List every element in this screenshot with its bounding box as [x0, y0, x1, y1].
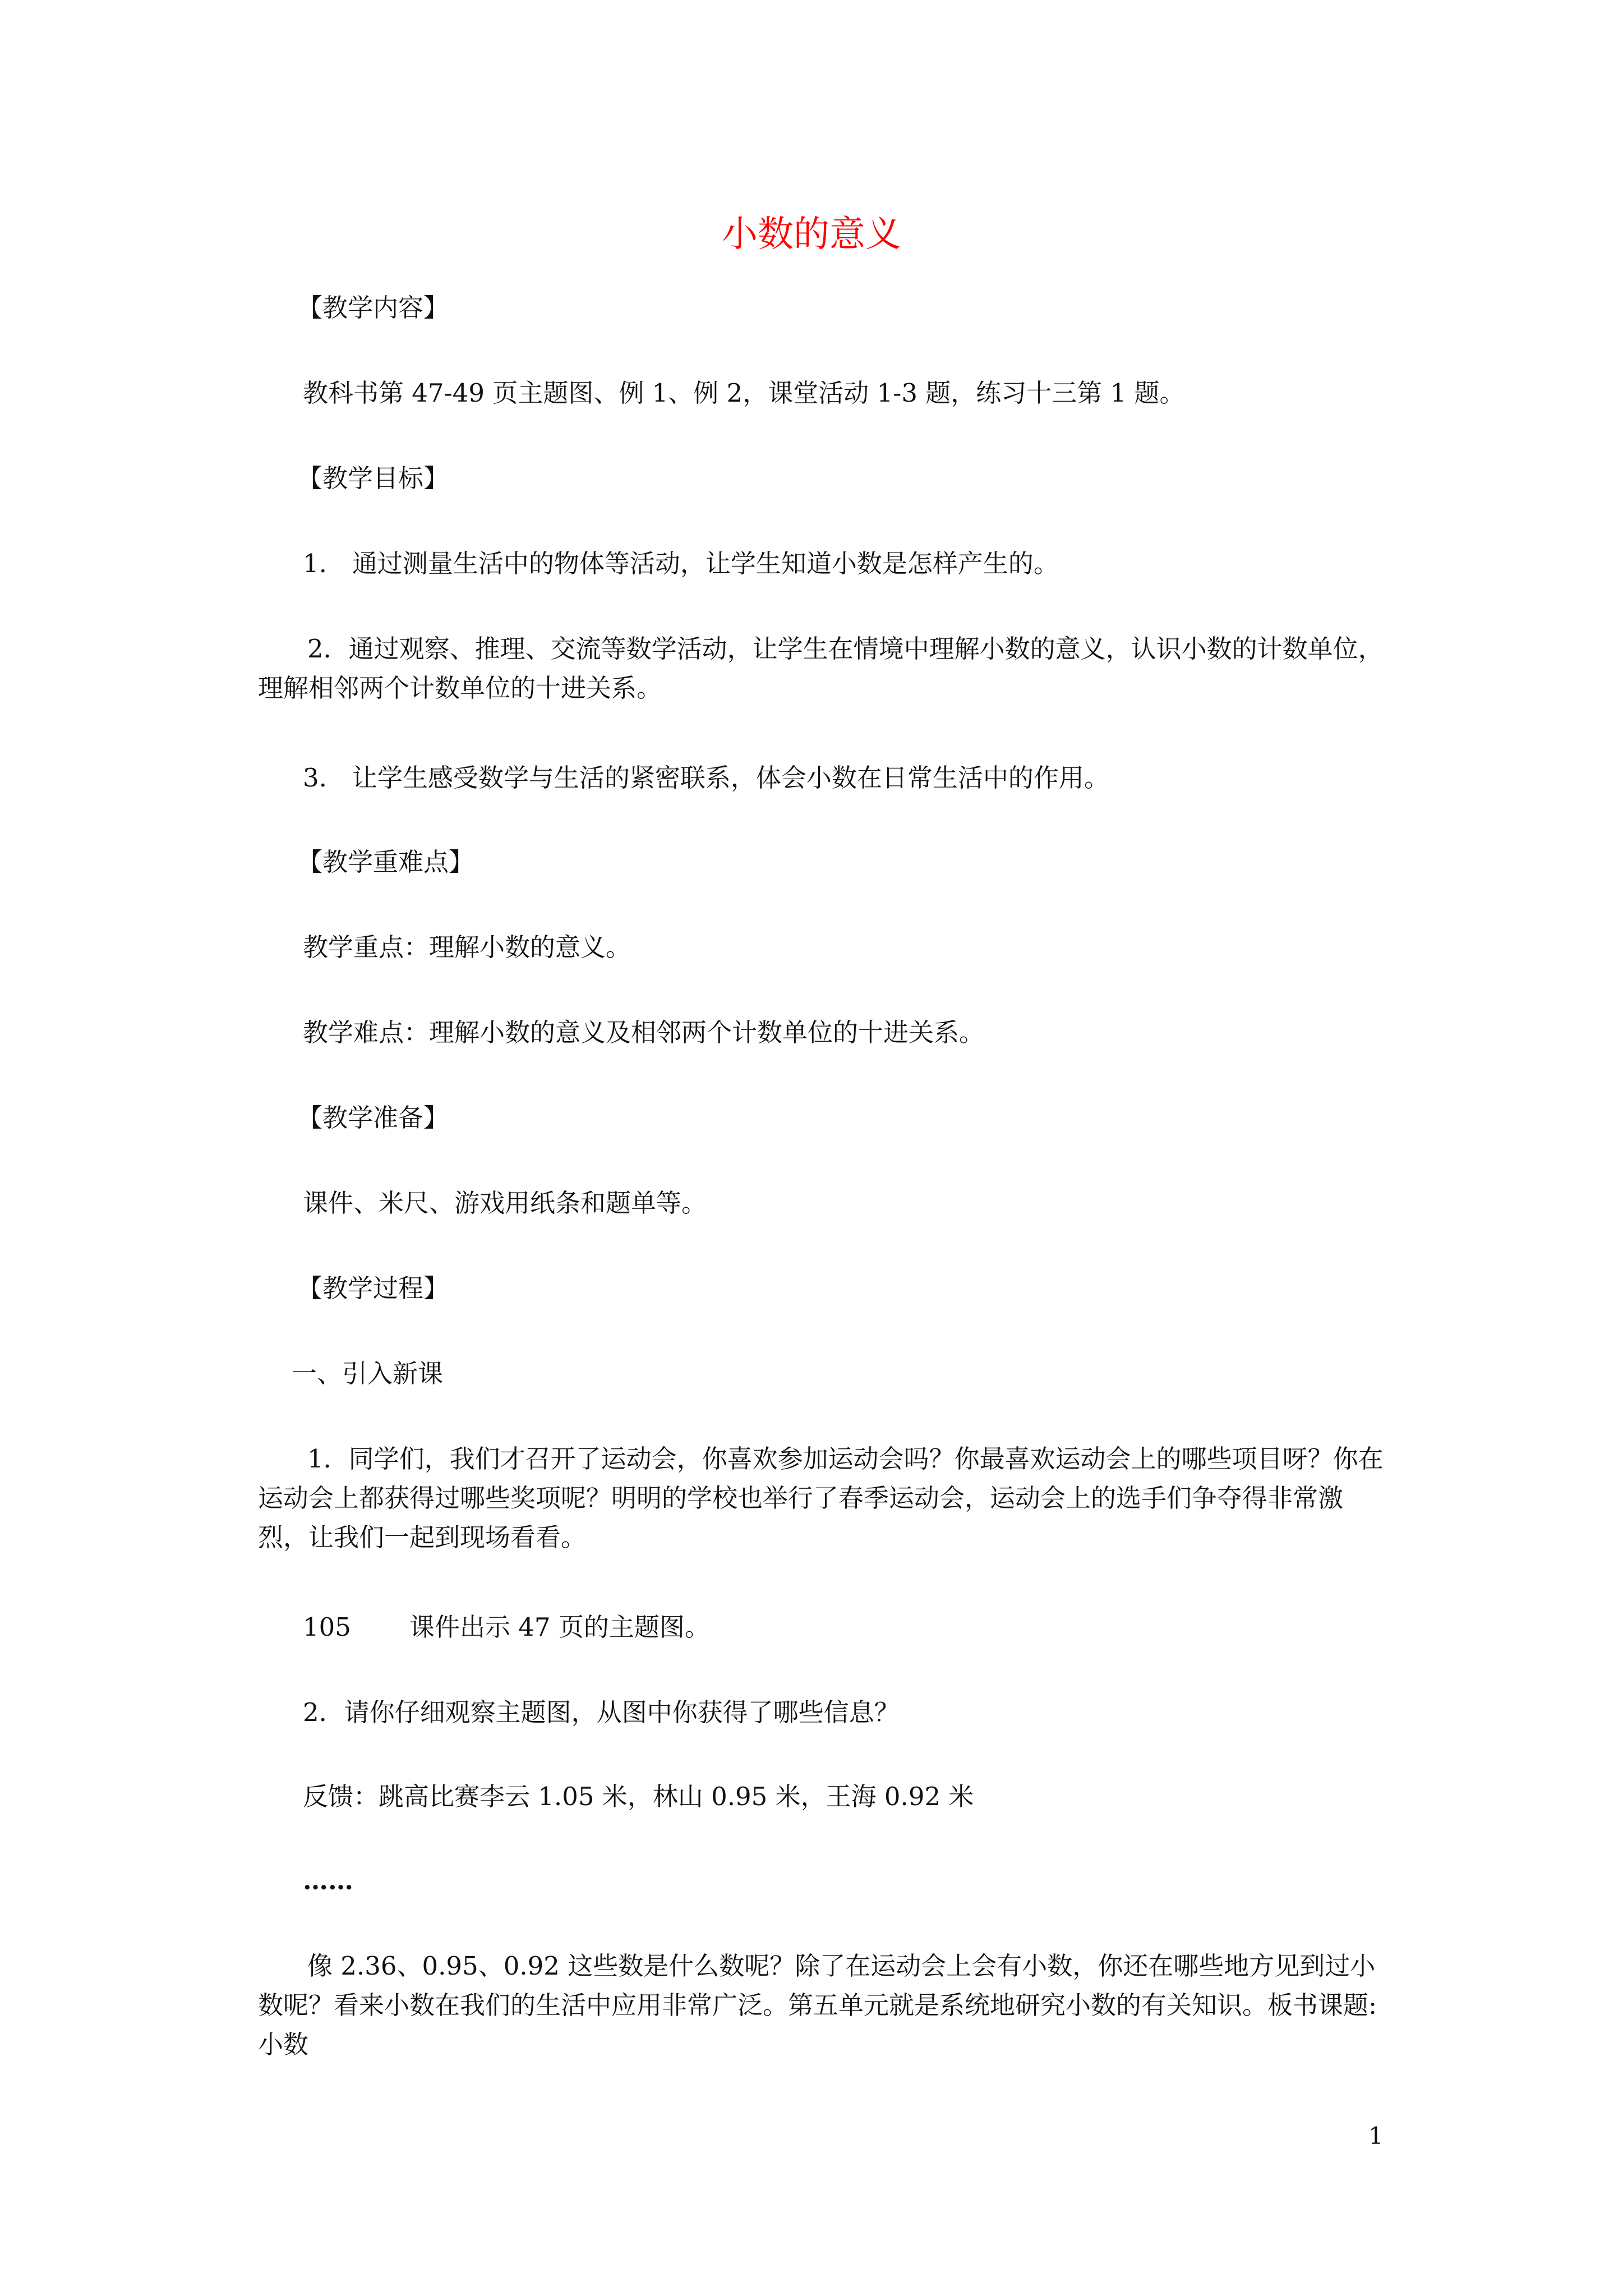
- key-points-heading: 【教学重难点】: [297, 847, 474, 877]
- slide-reference-text: 课件出示 47 页的主题图。: [409, 1612, 710, 1642]
- key-point-difficulty: 教学难点：理解小数的意义及相邻两个计数单位的十进关系。: [303, 1018, 985, 1047]
- teaching-content-text: 教科书第 47-49 页主题图、例 1、例 2，课堂活动 1-3 题，练习十三第 1 题。: [303, 378, 1185, 408]
- goal-item-2: 2．通过观察、推理、交流等数学活动，让学生在情境中理解小数的意义，认识小数的计数单位，理解相邻两个计数单位的十进关系。: [258, 634, 1384, 703]
- key-point-focus: 教学重点：理解小数的意义。: [303, 932, 631, 962]
- teaching-content-heading: 【教学内容】: [297, 293, 449, 323]
- teaching-goals-heading: 【教学目标】: [297, 463, 449, 493]
- closing-paragraph: 像 2.36、0.95、0.92 这些数是什么数呢？除了在运动会上会有小数，你还在哪些地方见到过小数呢？看来小数在我们的生活中应用非常广泛。第五单元就是系统地研究小数的有关知识。板书课题:小数: [258, 1951, 1377, 2059]
- goal-item-3: 3. 让学生感受数学与生活的紧密联系，体会小数在日常生活中的作用。: [303, 763, 1109, 793]
- preparation-text: 课件、米尺、游戏用纸条和题单等。: [303, 1188, 707, 1218]
- process-part-1: 一、引入新课: [292, 1359, 444, 1388]
- goal-item-1: 1. 通过测量生活中的物体等活动，让学生知道小数是怎样产生的。: [303, 549, 1059, 578]
- ellipsis: ……: [303, 1866, 353, 1895]
- document-title: 小数的意义: [722, 214, 901, 255]
- process-heading: 【教学过程】: [297, 1273, 449, 1303]
- preparation-heading: 【教学准备】: [297, 1103, 449, 1133]
- slide-reference: [303, 1608, 1385, 1647]
- slide-number: 105: [303, 1612, 351, 1642]
- page-number: 1: [1368, 2122, 1384, 2150]
- feedback-text: 反馈：跳高比赛李云 1.05 米，林山 0.95 米，王海 0.92 米: [303, 1782, 974, 1811]
- process-step-1: 1．同学们，我们才召开了运动会，你喜欢参加运动会吗？你最喜欢运动会上的哪些项目呀？你在运动会上都获得过哪些奖项呢？明明的学校也举行了春季运动会，运动会上的选手们争夺得非常激烈，让我们一起到现场看看。: [258, 1444, 1384, 1552]
- process-step-2: 2．请你仔细观察主题图，从图中你获得了哪些信息？: [303, 1697, 900, 1727]
